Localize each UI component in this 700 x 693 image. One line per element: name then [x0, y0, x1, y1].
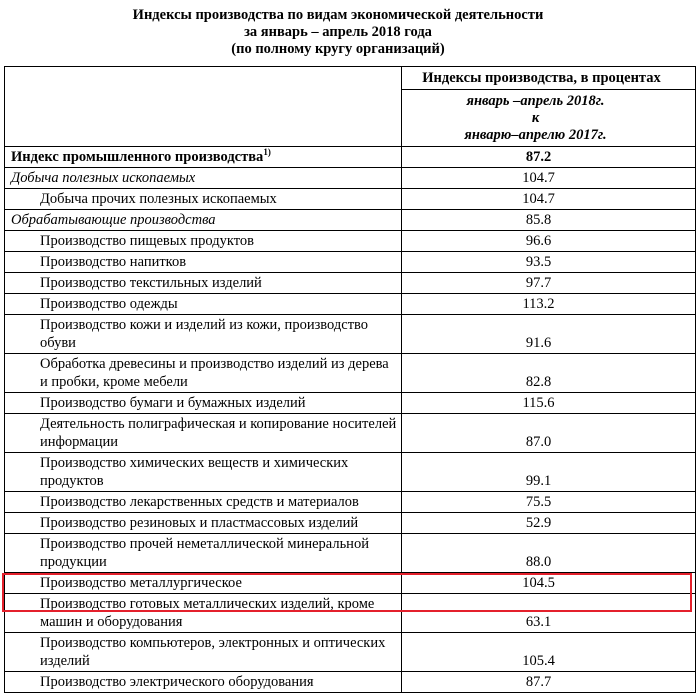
row-value: 87.7 — [402, 672, 696, 693]
row-name: Деятельность полиграфическая и копирование носителей информации — [5, 414, 402, 453]
row-value: 91.6 — [402, 315, 696, 354]
table-row-highlighted — [5, 594, 696, 633]
row-value: 105.4 — [402, 633, 696, 672]
row-name: Производство компьютеров, электронных и оптических изделий — [5, 633, 402, 672]
title-line-2: за январь – апрель 2018 года — [244, 24, 432, 40]
row-name: Производство электрического оборудования — [5, 672, 402, 693]
header-period — [402, 90, 696, 147]
row-value: 63.1 — [402, 594, 696, 633]
table-row — [5, 294, 696, 315]
row-value: 88.0 — [402, 534, 696, 573]
row-value: 75.5 — [402, 492, 696, 513]
table-row — [5, 672, 696, 693]
row-value: 87.0 — [402, 414, 696, 453]
row-name: Производство прочей неметаллической минеральной продукции — [5, 534, 402, 573]
row-name: Производство химических веществ и химических продуктов — [5, 453, 402, 492]
row-value: 115.6 — [402, 393, 696, 414]
table-row — [5, 168, 696, 189]
row-value: 96.6 — [402, 231, 696, 252]
table-row — [5, 414, 696, 453]
row-value: 82.8 — [402, 354, 696, 393]
row-name: Производство готовых металлических изделий, кроме машин и оборудования — [5, 594, 402, 633]
table-row — [5, 573, 696, 594]
row-name: Производство пищевых продуктов — [5, 231, 402, 252]
row-value: 52.9 — [402, 513, 696, 534]
table-row — [5, 147, 696, 168]
document-title — [4, 7, 672, 58]
production-index-table — [4, 66, 696, 693]
row-name: Добыча полезных ископаемых — [5, 168, 402, 189]
table-row — [5, 453, 696, 492]
row-name: Производство бумаги и бумажных изделий — [5, 393, 402, 414]
table-row — [5, 273, 696, 294]
row-name: Производство лекарственных средств и материалов — [5, 492, 402, 513]
table-row — [5, 315, 696, 354]
row-name: Индекс промышленного производства$^{1)}$ — [5, 147, 402, 168]
period-line-1: январь –апрель 2018г. — [466, 93, 605, 109]
table-row — [5, 354, 696, 393]
row-value: 97.7 — [402, 273, 696, 294]
row-name: Обрабатывающие производства — [5, 210, 402, 231]
table-row — [5, 633, 696, 672]
table-row — [5, 210, 696, 231]
row-value: 104.7 — [402, 168, 696, 189]
row-value: 104.5 — [402, 573, 696, 594]
row-value: 93.5 — [402, 252, 696, 273]
table-row — [5, 252, 696, 273]
row-value: 113.2 — [402, 294, 696, 315]
row-name: Производство текстильных изделий — [5, 273, 402, 294]
row-value: 104.7 — [402, 189, 696, 210]
row-name: Производство напитков — [5, 252, 402, 273]
header-col2-title: Индексы производства, в процентах — [402, 67, 696, 90]
table-row — [5, 513, 696, 534]
row-name: Производство одежды — [5, 294, 402, 315]
table-row — [5, 534, 696, 573]
row-name: Производство металлургическое — [5, 573, 402, 594]
row-value: 87.2 — [402, 147, 696, 168]
row-name: Добыча прочих полезных ископаемых — [5, 189, 402, 210]
period-line-2: к — [531, 110, 540, 126]
row-value: 85.8 — [402, 210, 696, 231]
title-line-3: (по полному кругу организаций) — [231, 41, 445, 57]
row-name: Производство резиновых и пластмассовых изделий — [5, 513, 402, 534]
row-name: Производство кожи и изделий из кожи, производство обуви — [5, 315, 402, 354]
table-row — [5, 393, 696, 414]
table-row — [5, 492, 696, 513]
title-line-1: Индексы производства по видам экономической деятельности — [132, 7, 544, 23]
table-row — [5, 231, 696, 252]
table-row — [5, 189, 696, 210]
period-line-3: январю–апрелю 2017г. — [464, 127, 607, 143]
row-value: 99.1 — [402, 453, 696, 492]
row-name: Обработка древесины и производство изделий из дерева и пробки, кроме мебели — [5, 354, 402, 393]
header-empty-cell — [5, 67, 402, 147]
